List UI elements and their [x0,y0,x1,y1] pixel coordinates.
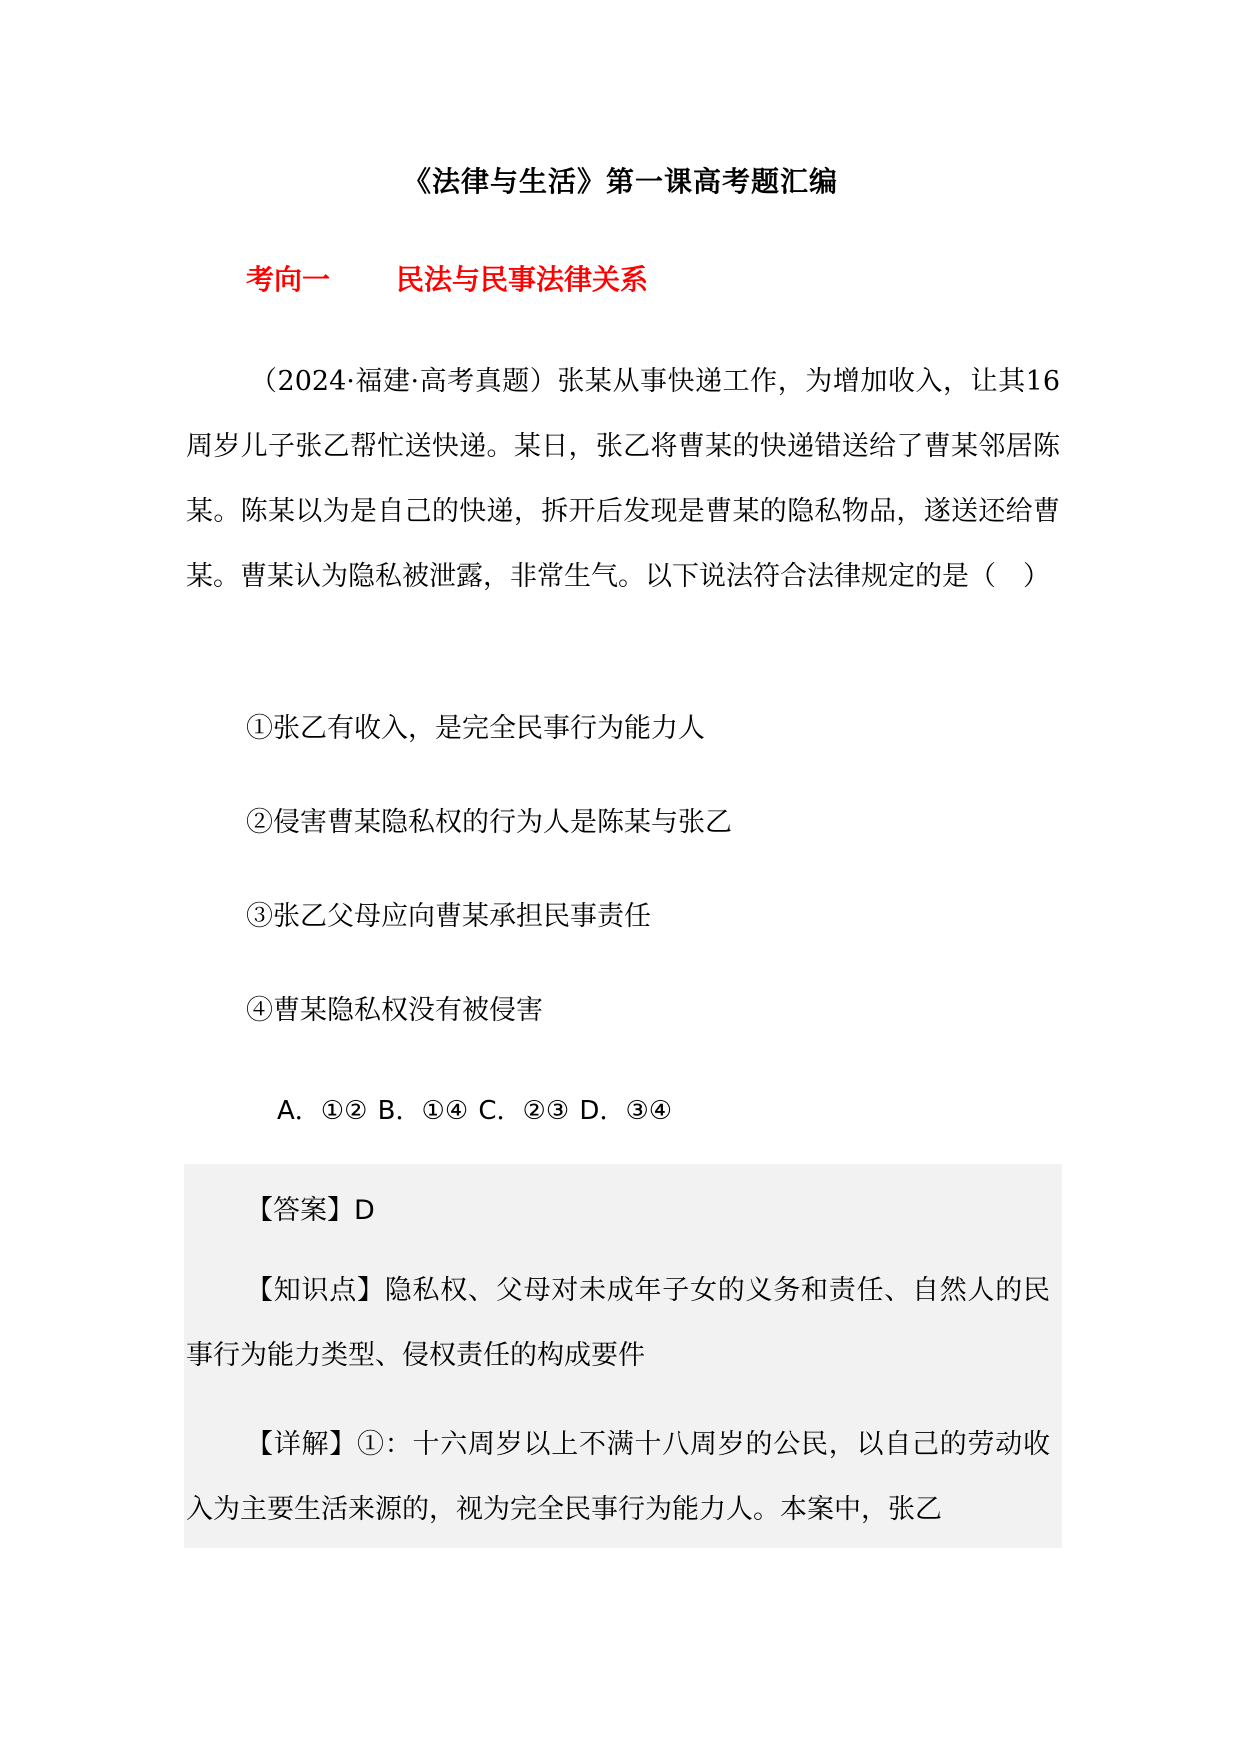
question-option-3: ③张乙父母应向曹某承担民事责任 [246,901,651,932]
answer-panel [184,1164,1062,1548]
detail-label: 【详解】 [246,1429,357,1460]
section-number: 考向一 [246,263,331,296]
answer-label: 【答案】 [246,1195,354,1226]
answer-line [246,1188,375,1227]
knowledge-text: 隐私权、父母对未成年子女的义务和责任、自然人的民事行为能力类型、侵权责任的构成要件 [186,1275,1050,1371]
knowledge-point-paragraph [186,1258,1050,1388]
detail-paragraph [186,1412,1050,1542]
question-option-2: ②侵害曹某隐私权的行为人是陈某与张乙 [246,807,732,838]
section-name: 民法与民事法律关系 [396,263,649,296]
answer-choices: A．①② B．①④ C．②③ D．③④ [277,1096,673,1126]
detail-text: ①：十六周岁以上不满十八周岁的公民，以自己的劳动收入为主要生活来源的，视为完全民事行为能力人。本案中，张乙 [186,1429,1050,1525]
question-stem: （2024·福建·高考真题）张某从事快递工作，为增加收入，让其16周岁儿子张乙帮忙送快递。某日，张乙将曹某的快递错送给了曹某邻居陈某。陈某以为是自己的快递，拆开后发现是曹某的隐私物品，遂送还给曹某。曹某认为隐私被泄露，非常生气。以下说法符合法律规定的是（ ） [186,366,1060,592]
question-option-1: ①张乙有收入，是完全民事行为能力人 [246,713,705,744]
question-option-4: ④曹某隐私权没有被侵害 [246,995,543,1026]
knowledge-label: 【知识点】 [246,1275,385,1306]
section-heading [246,258,648,298]
answer-value: D [354,1195,375,1226]
document-title: 《法律与生活》第一课高考题汇编 [402,165,838,198]
